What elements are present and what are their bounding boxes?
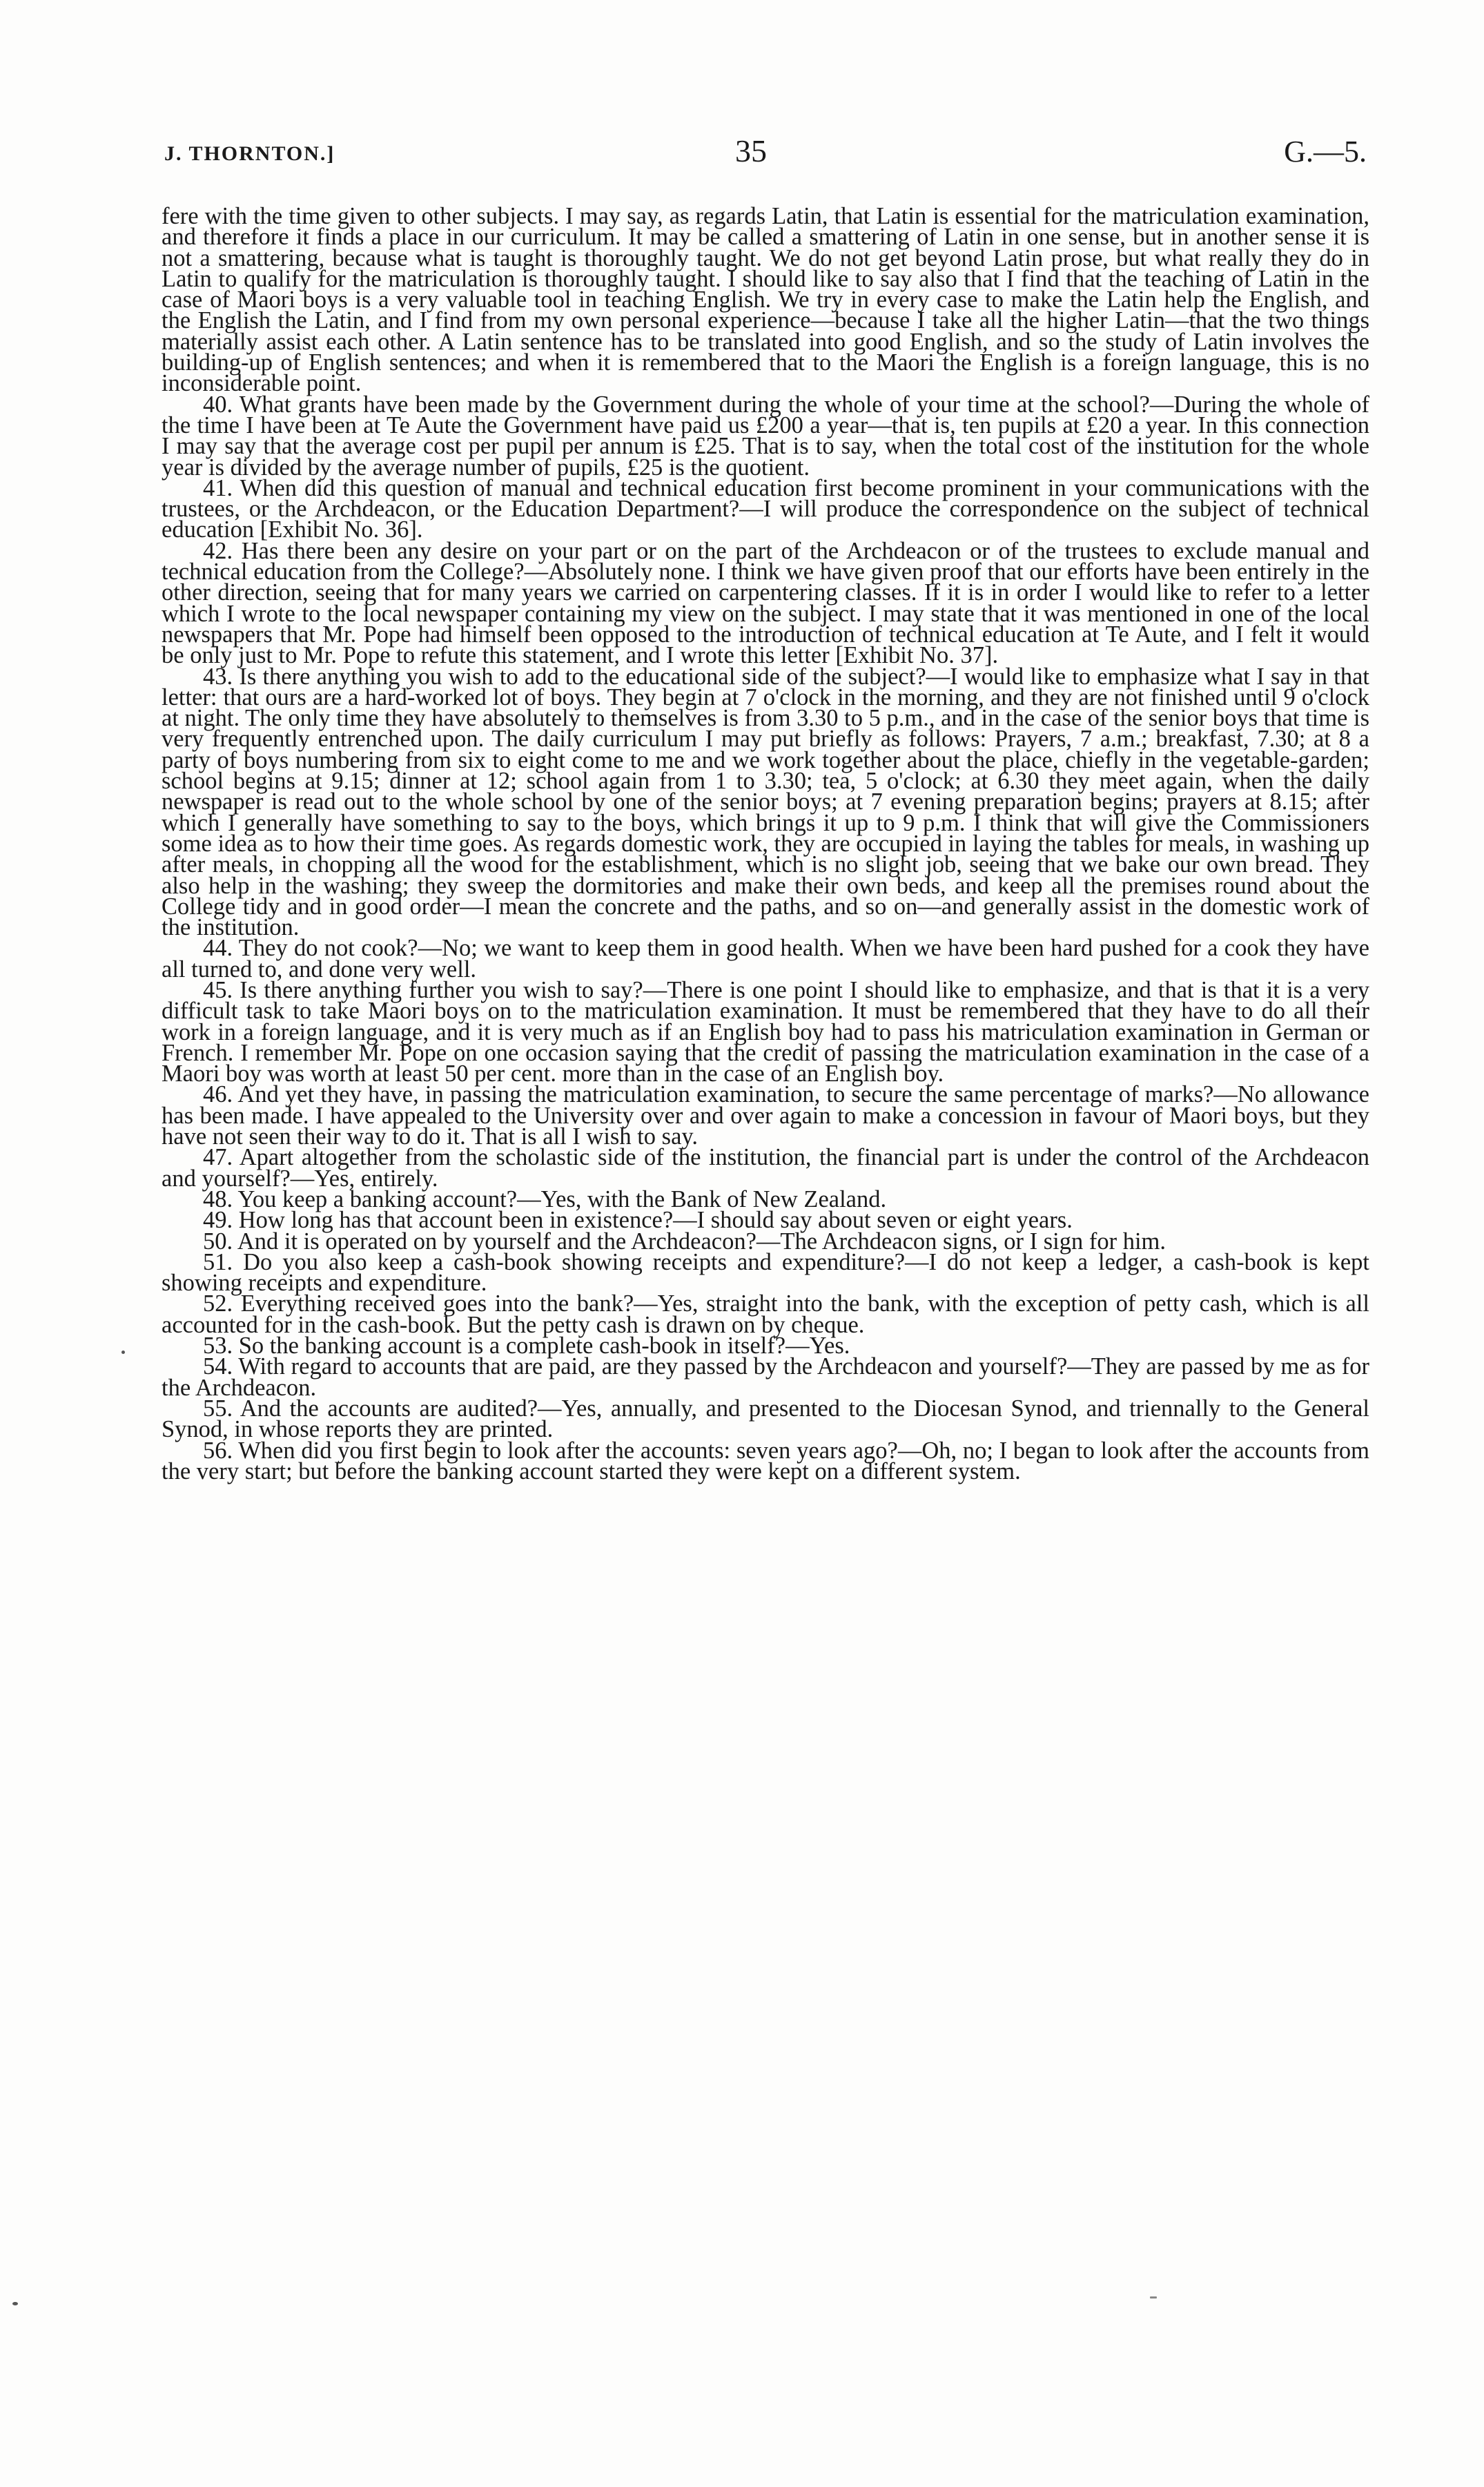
question-41: 41. When did this question of manual and technical education first become prominent in your communications with the trustees, or the Archdeacon, or the Education Department?—I will produce the correspondence on the subject of technical education [Exhibit No. 36]. (162, 474, 1369, 543)
scan-speck (1150, 2296, 1157, 2299)
question-46: 46. And yet they have, in passing the matriculation examination, to secure the same percentage of marks?—No allowance has been made. I have appealed to the University over and over again to make a concession in favour of Maori boys, but they have not seen their way to do it. That is all I wish to say. (162, 1081, 1369, 1150)
question-47: 47. Apart altogether from the scholastic side of the institution, the financial part is under the control of the Archdeacon and yourself?—Yes, entirely. (162, 1144, 1369, 1192)
question-48: 48. You keep a banking account?—Yes, with the Bank of New Zealand. (203, 1186, 887, 1212)
evidence-text (162, 203, 1369, 1484)
question-55: 55. And the accounts are audited?—Yes, annually, and presented to the Diocesan Synod, and triennally to the General Synod, in whose reports they are printed. (162, 1395, 1369, 1443)
question-50: 50. And it is operated on by yourself and the Archdeacon?—The Archdeacon signs, or I sign for him. (203, 1228, 1166, 1255)
scan-speck (12, 2302, 18, 2305)
document-reference: G.—5. (1284, 135, 1367, 168)
question-52: 52. Everything received goes into the bank?—Yes, straight into the bank, with the exception of petty cash, which is all accounted for in the cash-book. But the petty cash is drawn on by cheque. (162, 1290, 1369, 1338)
question-51: 51. Do you also keep a cash-book showing receipts and expenditure?—I do not keep a ledger, a cash-book is kept showing receipts and expenditure. (162, 1248, 1369, 1297)
question-45: 45. Is there anything further you wish to say?—There is one point I should like to emphasize, and that is that it is a very difficult task to take Maori boys on to the matriculation examination. It must be remembered that they have to do all their work in a foreign language, and it is very much as if an English boy had to pass his matriculation examination in German or French. I remember Mr. Pope on one occasion saying that the credit of passing the matriculation examination in the case of a Maori boy was worth at least 50 per cent. more than in the case of an English boy. (162, 976, 1369, 1087)
question-44: 44. They do not cook?—No; we want to keep them in good health. When we have been hard pushed for a cook they have all turned to, and done very well. (162, 935, 1369, 983)
question-54: 54. With regard to accounts that are paid, are they passed by the Archdeacon and yourself?—They are passed by me as for the Archdeacon. (162, 1353, 1369, 1401)
question-49: 49. How long has that account been in existence?—I should say about seven or eight years. (203, 1207, 1073, 1234)
running-head (159, 133, 1367, 181)
question-56: 56. When did you first begin to look after the accounts: seven years ago?—Oh, no; I began to look after the accounts from the very start; but before the banking account started they were kept on a different system. (162, 1437, 1369, 1484)
question-53: 53. So the banking account is a complete cash-book in itself?—Yes. (203, 1333, 850, 1359)
question-43: 43. Is there anything you wish to add to the educational side of the subject?—I would like to emphasize what I say in that letter: that ours are a hard-worked lot of boys. They begin at 7 o'clock in the morning, and they are not finished until 9 o'clock at night. The only time they have absolutely to themselves is from 3.30 to 5 p.m., and in the case of the senior boys that time is very frequently entrenched upon. The daily curriculum I may put briefly as follows: Prayers, 7 a.m.; breakfast, 7.30; at 8 a party of boys numbering from six to eight come to me and we work together about the place, chiefly in the vegetable-garden; school begins at 9.15; dinner at 12; school again from 1 to 3.30; tea, 5 o'clock; at 6.30 they meet again, when the daily newspaper is read out to the whole school by one of the senior boys; at 7 evening preparation begins; prayers at 8.15; after which I generally have something to say to the boys, which brings it up to 9 p.m. I think that will give the Commissioners some idea as to how their time goes. As regards domestic work, they are occupied in laying the tables for meals, in washing up after meals, in chopping all the wood for the establishment, which is no slight job, seeing that we bake our own bread. They also help in the washing; they sweep the dormitories and make their own beds, and keep all the premises round about the College tidy and in good order—I mean the concrete and the paths, and so on—and generally assist in the domestic work of the institution. (162, 663, 1369, 941)
question-40: 40. What grants have been made by the Government during the whole of your time at the school?—During the whole of the time I have been at Te Aute the Government have paid us £200 a year—that is, ten pupils at £20 a year. In this connection I may say that the average cost per pupil per annum is £25. That is to say, when the total cost of the institution for the whole year is divided by the average number of pupils, £25 is the quotient. (162, 391, 1369, 481)
page-number: 35 (735, 133, 767, 168)
paragraph-continuation: fere with the time given to other subjects. I may say, as regards Latin, that Latin is essential for the matriculation examination, and therefore it finds a place in our curriculum. It may be called a smattering of Latin in one sense, but in another sense it is not a smattering, because what is taught is thoroughly taught. We do not get beyond Latin prose, but what really they do in Latin to qualify for the matriculation is thoroughly taught. I should like to say also that I find that the teaching of Latin in the case of Maori boys is a very valuable tool in teaching English. We try in every case to make the Latin help the English, and the English the Latin, and I find from my own personal experience—because I take all the higher Latin—that the two things materially assist each other. A Latin sentence has to be translated into good English, and so the study of Latin involves the building-up of English sentences; and when it is remembered that to the Maori the English is a foreign language, this is no inconsiderable point. (162, 203, 1369, 397)
question-42: 42. Has there been any desire on your part or on the part of the Archdeacon or of the trustees to exclude manual and technical education from the College?—Absolutely none. I think we have given proof that our efforts have been entirely in the other direction, seeing that for many years we carried on carpentering classes. If it is in order I would like to refer to a letter which I wrote to the local newspaper containing my view on the subject. I may state that it was mentioned in one of the local newspapers that Mr. Pope had himself been opposed to the introduction of technical education at Te Aute, and I felt it would be only just to Mr. Pope to refute this statement, and I wrote this letter [Exhibit No. 37]. (162, 537, 1369, 669)
witness-name: J. THORNTON.] (164, 142, 335, 165)
scan-speck (121, 1351, 125, 1354)
